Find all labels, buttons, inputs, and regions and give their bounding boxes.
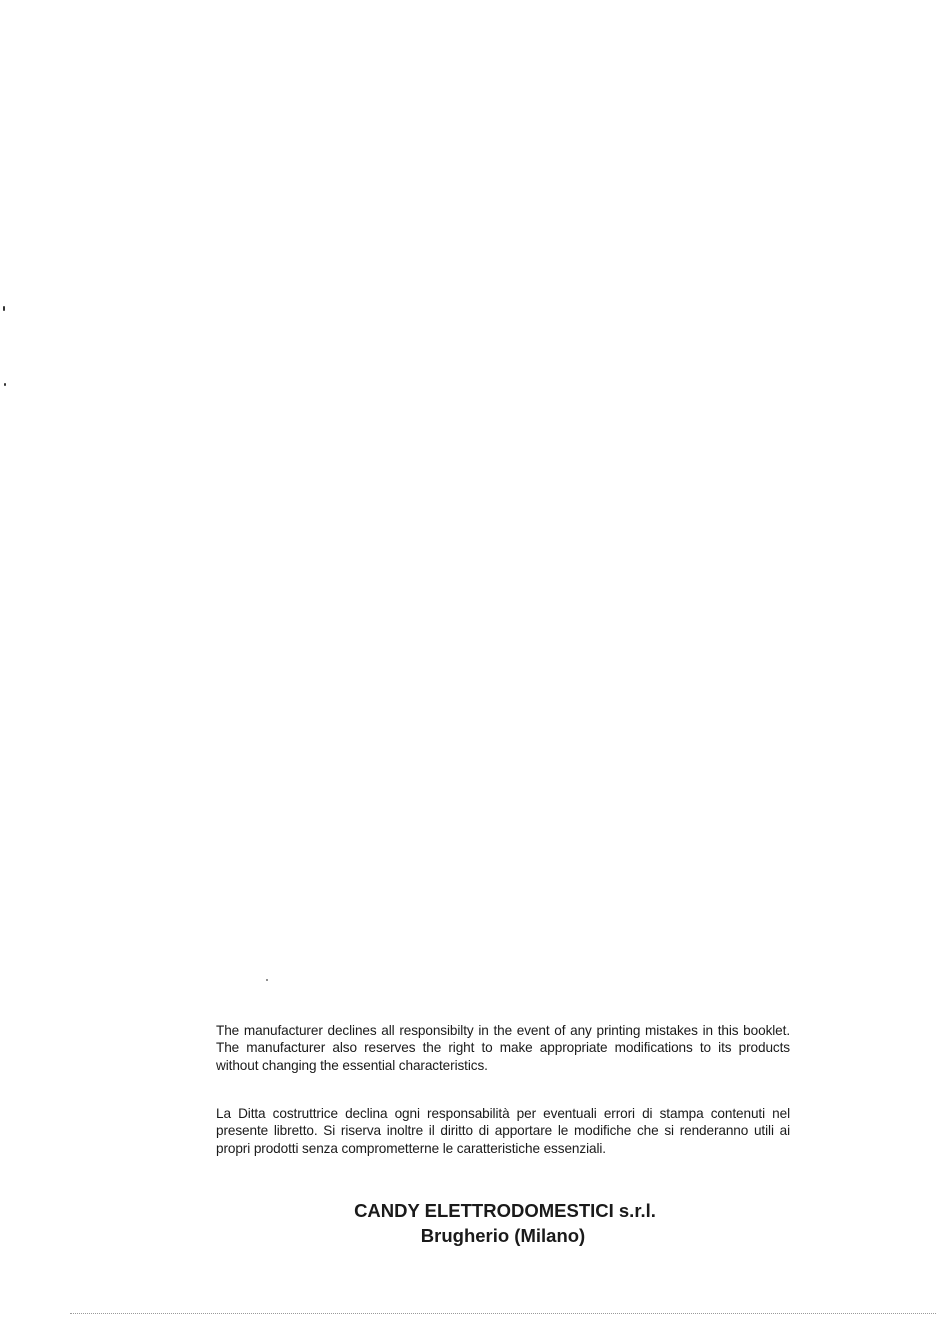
scan-speck <box>266 979 268 981</box>
scan-speck <box>3 306 5 311</box>
disclaimer-english: The manufacturer declines all responsibilty in the event of any printing mistakes in this booklet. The manufacturer also reserves the right to make appropriate modifications to its products without changing the essential characteristics. <box>216 1022 790 1073</box>
company-city: Brugherio (Milano) <box>420 1225 586 1246</box>
disclaimer-italian: La Ditta costruttrice declina ogni responsabilità per eventuali errori di stampa contenuti nel presente libretto. Si riserva inoltre il diritto di apportare le modifiche che si renderanno utili ai propri prodotti senza comprometterne le caratteristiche essenziali. <box>216 1105 790 1156</box>
bottom-rule <box>70 1313 936 1314</box>
company-name: CANDY ELETTRODOMESTICI s.r.l. <box>354 1200 656 1221</box>
scan-speck <box>4 383 6 386</box>
